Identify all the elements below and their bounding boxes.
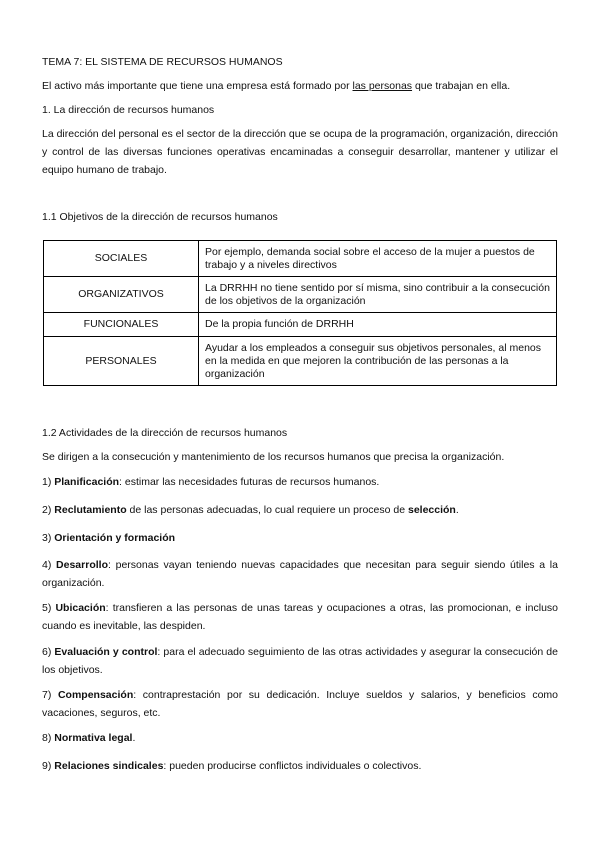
table-category-cell: ORGANIZATIVOS <box>44 277 199 313</box>
list-item-term: Compensación <box>57 689 134 701</box>
table-description-cell: Por ejemplo, demanda social sobre el acceso de la mujer a puestos de trabajo y a niveles directivos <box>199 241 557 277</box>
list-item-text: : estimar las necesidades futuras de recursos humanos. <box>119 476 380 488</box>
section-1-paragraph: La dirección del personal es el sector de la dirección que se ocupa de la programación, organización, dirección y control de las diversas funciones operativas encaminadas a conseguir desarrollar, mantener y utilizar el equipo humano de trabajo. <box>42 128 558 176</box>
objectives-table <box>43 240 557 386</box>
list-item-text: : pueden producirse conflictos individuales o colectivos. <box>163 760 422 772</box>
document-title: TEMA 7: EL SISTEMA DE RECURSOS HUMANOS <box>42 56 283 68</box>
list-item-text: : contraprestación por su dedicación. Incluye sueldos y salarios, y beneficios como vacaciones, seguros, etc. <box>42 689 558 719</box>
list-item-text: . <box>132 732 136 744</box>
list-item-number: 3) <box>42 532 55 544</box>
table-row <box>44 313 557 337</box>
list-item-number: 5) <box>42 602 56 614</box>
list-item-term: Ubicación <box>55 602 106 614</box>
table-category-cell: FUNCIONALES <box>44 313 199 337</box>
table-description-cell: Ayudar a los empleados a conseguir sus objetivos personales, al menos en la medida en que mejoren la contribución de las personas a la organización <box>199 337 557 386</box>
intro-underlined-text: las personas <box>352 80 413 92</box>
list-item-term: Desarrollo <box>56 559 108 571</box>
section-1-2-heading: 1.2 Actividades de la dirección de recursos humanos <box>42 427 288 439</box>
section-1-heading: 1. La dirección de recursos humanos <box>42 104 215 116</box>
table-category-cell: PERSONALES <box>44 337 199 386</box>
table-row <box>44 277 557 313</box>
list-item-term: Relaciones sindicales <box>54 760 164 772</box>
list-item-number: 8) <box>42 732 55 744</box>
intro-paragraph <box>42 77 558 95</box>
list-item-term: Orientación y formación <box>54 532 176 544</box>
list-item <box>42 501 558 519</box>
list-item-term: Evaluación y control <box>54 646 158 658</box>
section-1-1-heading: 1.1 Objetivos de la dirección de recursos humanos <box>42 211 278 223</box>
list-item <box>42 556 558 592</box>
list-item-term: Planificación <box>54 476 120 488</box>
list-item-term: Reclutamiento <box>54 504 127 516</box>
list-item-number: 6) <box>42 646 55 658</box>
list-item <box>42 729 558 747</box>
table-row <box>44 241 557 277</box>
list-item-number: 1) <box>42 476 55 488</box>
intro-text-before: El activo más importante que tiene una empresa está formado por <box>42 80 353 92</box>
list-item <box>42 599 558 635</box>
table-description-cell: De la propia función de DRRHH <box>199 313 557 337</box>
list-item-term-secondary: selección <box>407 504 456 516</box>
section-1-2-intro: Se dirigen a la consecución y mantenimiento de los recursos humanos que precisa la organización. <box>42 451 505 463</box>
list-item <box>42 473 558 491</box>
list-item-number: 9) <box>42 760 55 772</box>
table-category-cell: SOCIALES <box>44 241 199 277</box>
list-item-text: : personas vayan teniendo nuevas capacidades que necesitan para seguir siendo útiles a la organización. <box>42 559 558 589</box>
list-item-text: : transfieren a las personas de unas tareas y ocupaciones a otras, las promocionan, e incluso cuando es inevitable, las despiden. <box>42 602 558 632</box>
list-item-text-end: . <box>455 504 459 516</box>
table-row <box>44 337 557 386</box>
list-item <box>42 686 558 722</box>
list-item-number: 4) <box>42 559 57 571</box>
list-item <box>42 757 558 775</box>
list-item-text: : para el adecuado seguimiento de las otras actividades y asegurar la consecución de los objetivos. <box>42 646 558 676</box>
list-item-term: Normativa legal <box>54 732 133 744</box>
list-item <box>42 643 558 679</box>
list-item-number: 2) <box>42 504 55 516</box>
list-item-text: de las personas adecuadas, lo cual requiere un proceso de <box>126 504 408 516</box>
table-description-cell: La DRRHH no tiene sentido por sí misma, sino contribuir a la consecución de los objetivos de la organización <box>199 277 557 313</box>
list-item <box>42 529 558 547</box>
list-item-number: 7) <box>42 689 58 701</box>
intro-text-after: que trabajan en ella. <box>412 80 511 92</box>
